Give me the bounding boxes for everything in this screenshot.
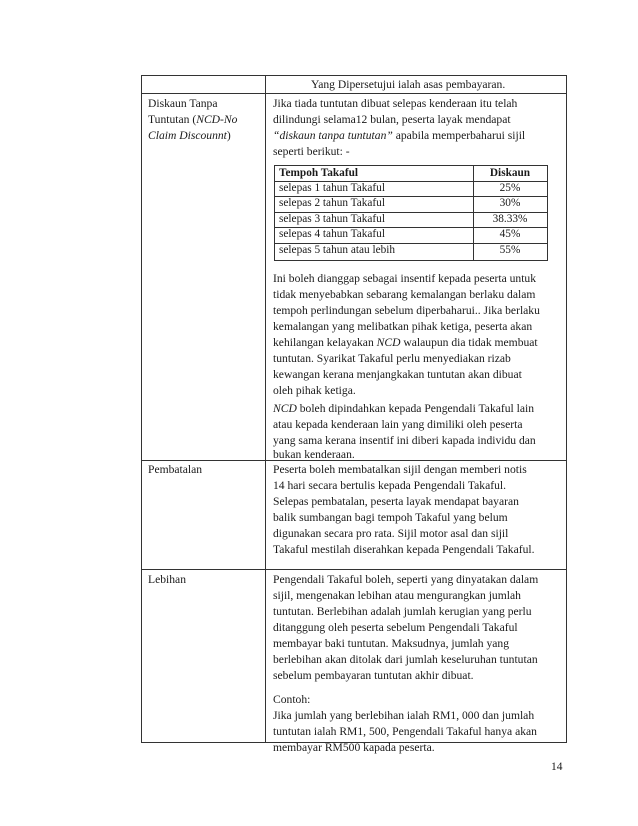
discount-value-cell: 38.33% — [492, 213, 528, 225]
lebihan-label: Lebihan — [148, 573, 186, 586]
table-border-left — [141, 75, 142, 743]
discount-period-cell: selepas 5 tahun atau lebih — [279, 244, 396, 256]
discount-value-cell: 55% — [499, 244, 521, 256]
lebihan-line: Pengendali Takaful boleh, seperti yang dinyatakan dalam — [273, 573, 539, 586]
discount-value-cell: 30% — [499, 197, 521, 209]
page-number: 14 — [551, 761, 563, 773]
ncd-label-line-3: Claim Discounnt) — [148, 129, 231, 142]
main-table — [141, 75, 567, 754]
pembatalan-line: Peserta boleh membatalkan sijil dengan memberi notis — [273, 463, 527, 476]
pembatalan-line: Takaful mestilah diserahkan kepada Pengendali Takaful. — [273, 543, 535, 556]
ncd-paragraph-line: tuntutan. Syarikat Takaful perlu menyediakan rizab — [273, 352, 511, 365]
pembatalan-label: Pembatalan — [148, 463, 203, 476]
lebihan-line: membayar RM500 kapada peserta. — [273, 741, 435, 754]
ncd-intro-line: dilindungi selama12 bulan, peserta layak mendapat — [273, 113, 511, 126]
ncd-paragraph-line: kehilangan kelayakan NCD walaupun dia tidak membuat — [273, 336, 538, 349]
lebihan-line: ditanggung oleh peserta sebelum Pengendali Takaful — [273, 621, 518, 634]
ncd-intro-line: “diskaun tanpa tuntutan” apabila memperbaharui sijil — [273, 129, 526, 142]
lebihan-line: sijil, mengenakan lebihan atau mengurangkan jumlah — [273, 589, 521, 602]
ncd-paragraph-line: bukan kenderaan. — [273, 448, 355, 461]
ncd-paragraph-line: oleh pihak ketiga. — [273, 384, 356, 397]
pembatalan-line: Selepas pembatalan, peserta layak mendapat bayaran — [273, 495, 519, 508]
lebihan-line: Jika jumlah yang berlebihan ialah RM1, 000 dan jumlah — [273, 709, 535, 722]
pembatalan-line: 14 hari secara bertulis kepada Pengendali Takaful. — [273, 479, 507, 492]
table-column-divider — [265, 75, 266, 743]
table-border-right — [566, 75, 567, 743]
ncd-paragraph-line: tempoh perlindungan sebelum diperbaharui.. Jika berlaku — [273, 304, 540, 317]
discount-period-cell: selepas 3 tahun Takaful — [279, 213, 385, 225]
row-divider — [141, 569, 567, 570]
ncd-paragraph-line: yang sama kerana insentif ini diberi kapada individu dan — [273, 434, 536, 447]
lebihan-example-heading: Contoh: — [273, 693, 311, 706]
ncd-paragraph-line: NCD boleh dipindahkan kepada Pengendali Takaful lain — [273, 402, 535, 415]
row-divider — [141, 93, 567, 94]
discount-value-cell: 45% — [499, 228, 521, 240]
ncd-intro-line: seperti berikut: - — [273, 145, 350, 158]
table-border-top — [141, 75, 567, 76]
ncd-paragraph-line: tidak menyebabkan sebarang kemalangan berlaku dalam — [273, 288, 536, 301]
lebihan-line: tuntutan. Berlebihan adalah jumlah kerugian yang perlu — [273, 605, 532, 618]
discount-header-discount: Diskaun — [489, 167, 531, 179]
ncd-paragraph-line: Ini boleh dianggap sebagai insentif kepada peserta untuk — [273, 272, 537, 285]
ncd-intro-line: Jika tiada tuntutan dibuat selepas kenderaan itu telah — [273, 97, 518, 110]
discount-period-cell: selepas 4 tahun Takaful — [279, 228, 385, 240]
discount-period-cell: selepas 1 tahun Takaful — [279, 182, 385, 194]
lebihan-line: berlebihan akan ditolak dari jumlah keseluruhan tuntutan — [273, 653, 538, 666]
ncd-paragraph-line: kemalangan yang melibatkan pihak ketiga, peserta akan — [273, 320, 533, 333]
lebihan-line: tuntutan ialah RM1, 500, Pengendali Takaful hanya akan — [273, 725, 537, 738]
ncd-paragraph-line: atau kepada kenderaan lain yang dimiliki oleh peserta — [273, 418, 523, 431]
discount-value-cell: 25% — [499, 182, 521, 194]
top-row-text: Yang Dipersetujui ialah asas pembayaran. — [311, 78, 506, 91]
discount-table — [274, 165, 548, 261]
lebihan-line: membayar baki tuntutan. Maksudnya, jumlah yang — [273, 637, 510, 650]
discount-period-cell: selepas 2 tahun Takaful — [279, 197, 385, 209]
lebihan-line: sebelum pembayaran tuntutan akhir dibuat. — [273, 669, 474, 682]
discount-header-period: Tempoh Takaful — [279, 167, 359, 179]
ncd-label-line-2: Tuntutan (NCD-No — [148, 113, 238, 126]
ncd-paragraph-line: kewangan kerana menjangkakan tuntutan akan dibuat — [273, 368, 522, 381]
ncd-label-line-1: Diskaun Tanpa — [148, 97, 218, 110]
pembatalan-line: balik sumbangan bagi tempoh Takaful yang belum — [273, 511, 508, 524]
pembatalan-line: digunakan secara pro rata. Sijil motor asal dan sijil — [273, 527, 509, 540]
